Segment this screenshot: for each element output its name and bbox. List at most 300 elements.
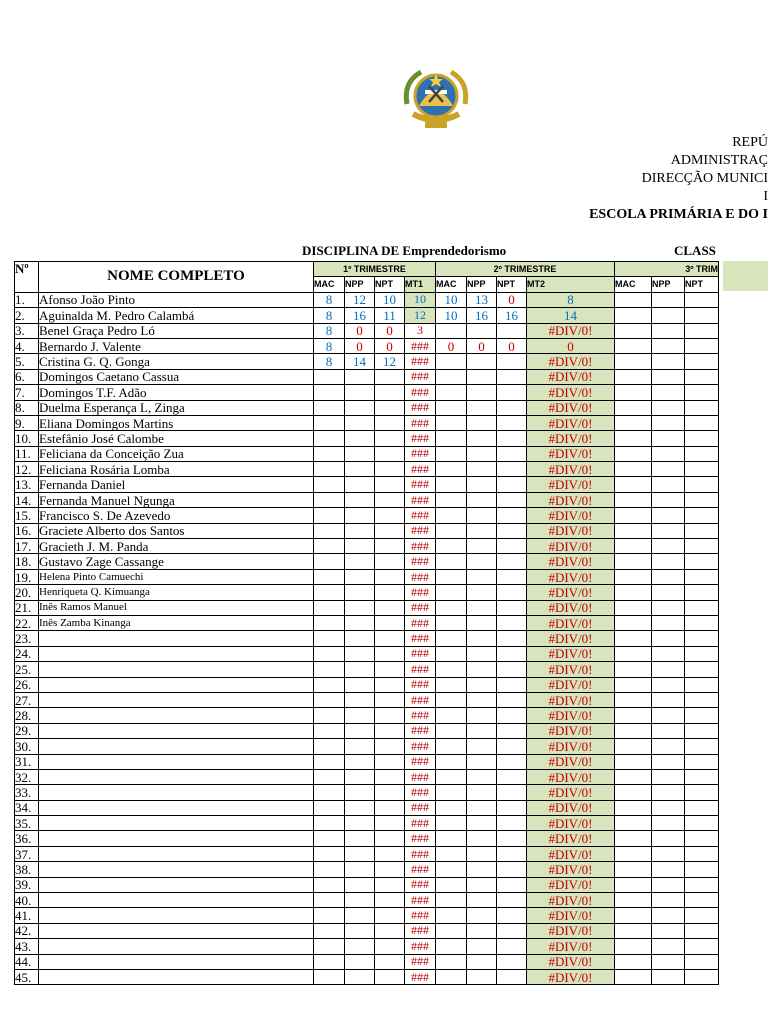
grade-npt2 (497, 923, 527, 938)
grade-npp1: 14 (345, 354, 375, 369)
grade-npt3 (685, 354, 719, 369)
grade-mt1: ### (405, 508, 436, 523)
grade-mac1 (314, 539, 345, 554)
grade-mac1 (314, 816, 345, 831)
row-number: 27. (15, 692, 39, 707)
grade-mac3 (615, 692, 652, 707)
grade-npt2 (497, 477, 527, 492)
grade-npt1: 12 (375, 354, 405, 369)
grade-mac1 (314, 385, 345, 400)
student-name (39, 646, 314, 661)
grade-npt3 (685, 692, 719, 707)
grade-mt1: ### (405, 431, 436, 446)
grade-mac1 (314, 462, 345, 477)
grade-mac1 (314, 923, 345, 938)
grade-npt2 (497, 431, 527, 446)
grade-npt3 (685, 523, 719, 538)
grade-mac2 (436, 831, 467, 846)
grade-npt1 (375, 893, 405, 908)
grade-mac3 (615, 708, 652, 723)
grade-mac1 (314, 954, 345, 969)
row-number: 22. (15, 615, 39, 630)
grade-mac1 (314, 692, 345, 707)
grade-mac1 (314, 754, 345, 769)
grade-mt2: #DIV/0! (527, 677, 615, 692)
student-name (39, 754, 314, 769)
grade-npp3 (652, 754, 685, 769)
grade-npp2 (467, 893, 497, 908)
row-number: 33. (15, 785, 39, 800)
grade-npt2 (497, 739, 527, 754)
table-row (15, 539, 719, 554)
grade-mac1 (314, 369, 345, 384)
grade-mac3 (615, 939, 652, 954)
grade-mt1: ### (405, 862, 436, 877)
row-number: 14. (15, 492, 39, 507)
grade-mt1: ### (405, 785, 436, 800)
grade-mac2 (436, 662, 467, 677)
grade-mac1 (314, 708, 345, 723)
grade-npt3 (685, 893, 719, 908)
grade-npp3 (652, 908, 685, 923)
table-row (15, 462, 719, 477)
col-npp1: NPP (345, 277, 375, 292)
table-row (15, 569, 719, 584)
student-name (39, 769, 314, 784)
grade-npp2 (467, 862, 497, 877)
grade-mt1: ### (405, 769, 436, 784)
grade-mt2: #DIV/0! (527, 385, 615, 400)
grade-npp1 (345, 569, 375, 584)
grade-npp1 (345, 800, 375, 815)
grade-npt3 (685, 739, 719, 754)
grade-mac3 (615, 554, 652, 569)
grade-npp1 (345, 431, 375, 446)
grade-npt1 (375, 908, 405, 923)
grade-npp2 (467, 908, 497, 923)
grade-npp3 (652, 415, 685, 430)
grade-mac1 (314, 600, 345, 615)
grade-npt1 (375, 400, 405, 415)
grade-npt3 (685, 539, 719, 554)
grade-mac3 (615, 462, 652, 477)
grade-npt1 (375, 569, 405, 584)
grade-mac1 (314, 800, 345, 815)
grade-npp1 (345, 446, 375, 461)
student-name (39, 708, 314, 723)
grade-npp3 (652, 954, 685, 969)
grade-mac2 (436, 754, 467, 769)
grade-npt2 (497, 677, 527, 692)
grade-npt2 (497, 600, 527, 615)
grade-npp3 (652, 646, 685, 661)
grade-mt2: #DIV/0! (527, 939, 615, 954)
grade-mac2 (436, 431, 467, 446)
grade-npp3 (652, 969, 685, 984)
grade-mt2: #DIV/0! (527, 692, 615, 707)
grade-mac2 (436, 523, 467, 538)
grade-npp3 (652, 615, 685, 630)
grade-mt2: 8 (527, 292, 615, 307)
row-number: 43. (15, 939, 39, 954)
row-number: 23. (15, 631, 39, 646)
student-name: Bernardo J. Valente (39, 338, 314, 353)
grade-mac2 (436, 939, 467, 954)
grade-npt1: 0 (375, 338, 405, 353)
grade-npt3 (685, 308, 719, 323)
grade-npt1 (375, 446, 405, 461)
grade-mac1 (314, 477, 345, 492)
row-number: 1. (15, 292, 39, 307)
grade-npp1 (345, 415, 375, 430)
grade-npp2 (467, 769, 497, 784)
table-row (15, 385, 719, 400)
row-number: 41. (15, 908, 39, 923)
grade-npt3 (685, 385, 719, 400)
grade-npt1 (375, 539, 405, 554)
grade-npt2 (497, 893, 527, 908)
grade-mac2 (436, 769, 467, 784)
grade-mac1 (314, 446, 345, 461)
student-name: Gracieth J. M. Panda (39, 539, 314, 554)
grade-npt1 (375, 615, 405, 630)
grade-mac1 (314, 846, 345, 861)
grade-mt1: ### (405, 662, 436, 677)
grade-mac3 (615, 600, 652, 615)
grade-npp2 (467, 677, 497, 692)
grade-mac3 (615, 908, 652, 923)
grade-npt2: 16 (497, 308, 527, 323)
grade-mt2: #DIV/0! (527, 800, 615, 815)
grade-mac1 (314, 415, 345, 430)
grade-mac3 (615, 739, 652, 754)
row-number: 15. (15, 508, 39, 523)
grade-npp2 (467, 369, 497, 384)
grade-npt1 (375, 708, 405, 723)
grade-npp3 (652, 292, 685, 307)
grade-npt3 (685, 615, 719, 630)
row-number: 4. (15, 338, 39, 353)
grade-npp2 (467, 569, 497, 584)
table-row (15, 631, 719, 646)
student-name: Francisco S. De Azevedo (39, 508, 314, 523)
grade-mac2 (436, 954, 467, 969)
grade-npp3 (652, 600, 685, 615)
grade-npp1 (345, 369, 375, 384)
grade-npt3 (685, 677, 719, 692)
grade-npt1: 10 (375, 292, 405, 307)
grade-mac3 (615, 508, 652, 523)
grade-npp1 (345, 939, 375, 954)
grade-npt2 (497, 723, 527, 738)
grade-npp2 (467, 739, 497, 754)
grade-mac1: 8 (314, 338, 345, 353)
grade-mac3 (615, 877, 652, 892)
table-row (15, 785, 719, 800)
grade-mac3 (615, 800, 652, 815)
grade-npt3 (685, 400, 719, 415)
grade-npt1 (375, 754, 405, 769)
table-row (15, 816, 719, 831)
grade-mt1: ### (405, 677, 436, 692)
grade-npp1 (345, 508, 375, 523)
table-row (15, 338, 719, 353)
grade-mt2: #DIV/0! (527, 523, 615, 538)
grade-npt2 (497, 585, 527, 600)
grade-npp2 (467, 446, 497, 461)
grade-npp3 (652, 539, 685, 554)
grade-npp1: 0 (345, 338, 375, 353)
table-row (15, 723, 719, 738)
grade-npp2 (467, 923, 497, 938)
grade-npt2 (497, 846, 527, 861)
grade-mac3 (615, 785, 652, 800)
grade-npp2 (467, 708, 497, 723)
grade-mt2: #DIV/0! (527, 785, 615, 800)
grade-npt3 (685, 431, 719, 446)
table-row (15, 477, 719, 492)
grade-mac3 (615, 862, 652, 877)
grade-npp3 (652, 446, 685, 461)
grade-mt2: #DIV/0! (527, 969, 615, 984)
grade-mac2: 0 (436, 338, 467, 353)
grade-npp3 (652, 508, 685, 523)
grade-npp1 (345, 600, 375, 615)
grade-mac3 (615, 816, 652, 831)
grade-npp3 (652, 631, 685, 646)
table-row (15, 554, 719, 569)
grade-mac1 (314, 831, 345, 846)
grade-npp2 (467, 723, 497, 738)
grade-mac3 (615, 769, 652, 784)
grade-npt1 (375, 692, 405, 707)
grade-npp1 (345, 862, 375, 877)
grade-mac2 (436, 369, 467, 384)
grade-mac3 (615, 400, 652, 415)
grade-mac1 (314, 739, 345, 754)
grade-npt2 (497, 969, 527, 984)
grade-npp1: 0 (345, 323, 375, 338)
grade-npp3 (652, 816, 685, 831)
grade-mac1 (314, 939, 345, 954)
grade-npp2 (467, 600, 497, 615)
grade-npp1 (345, 893, 375, 908)
grade-mt2: #DIV/0! (527, 877, 615, 892)
grade-mac2 (436, 539, 467, 554)
student-name: Estefânio José Calombe (39, 431, 314, 446)
grade-npt1 (375, 769, 405, 784)
col-mac1: MAC (314, 277, 345, 292)
grade-mac1 (314, 615, 345, 630)
grade-mt2: #DIV/0! (527, 646, 615, 661)
trimester-1-header: 1º TRIMESTRE (314, 262, 436, 277)
grade-mt2: #DIV/0! (527, 539, 615, 554)
student-name (39, 692, 314, 707)
grade-npt3 (685, 462, 719, 477)
col-npp2: NPP (467, 277, 497, 292)
grade-npt2 (497, 908, 527, 923)
grade-npt1 (375, 554, 405, 569)
grade-mac1 (314, 769, 345, 784)
row-number: 20. (15, 585, 39, 600)
grade-mac2 (436, 877, 467, 892)
row-number: 12. (15, 462, 39, 477)
grade-mac3 (615, 923, 652, 938)
table-row (15, 400, 719, 415)
row-number: 29. (15, 723, 39, 738)
row-number: 9. (15, 415, 39, 430)
grade-mac2 (436, 585, 467, 600)
student-name: Inês Zamba Kinanga (39, 615, 314, 630)
grade-npp3 (652, 354, 685, 369)
grade-mac1 (314, 646, 345, 661)
row-number: 39. (15, 877, 39, 892)
grade-mac1 (314, 508, 345, 523)
grade-npt2 (497, 800, 527, 815)
grade-mt2: #DIV/0! (527, 508, 615, 523)
grade-npp3 (652, 708, 685, 723)
grade-mt2: #DIV/0! (527, 615, 615, 630)
grade-mt2: #DIV/0! (527, 323, 615, 338)
grade-npt1 (375, 523, 405, 538)
grade-npt2 (497, 615, 527, 630)
grade-npt1 (375, 492, 405, 507)
grade-npt1: 0 (375, 323, 405, 338)
grade-mt1: ### (405, 523, 436, 538)
student-name: Domingos Caetano Cassua (39, 369, 314, 384)
grade-mac2 (436, 492, 467, 507)
grade-npp3 (652, 385, 685, 400)
grade-npt2 (497, 508, 527, 523)
grade-npt1 (375, 369, 405, 384)
grade-npp1 (345, 492, 375, 507)
header-fill-cell (723, 261, 768, 291)
grade-npt2 (497, 708, 527, 723)
grade-npp3 (652, 939, 685, 954)
table-row (15, 446, 719, 461)
grade-npt1 (375, 800, 405, 815)
grade-npt1 (375, 585, 405, 600)
grade-npp2 (467, 477, 497, 492)
grade-npp1 (345, 554, 375, 569)
grade-mt2: #DIV/0! (527, 831, 615, 846)
grade-mt1: ### (405, 446, 436, 461)
grade-npt3 (685, 323, 719, 338)
grade-npp2 (467, 431, 497, 446)
grade-npt1 (375, 954, 405, 969)
grade-mac1 (314, 492, 345, 507)
grade-npt3 (685, 446, 719, 461)
grade-mac3 (615, 292, 652, 307)
grade-npt3 (685, 492, 719, 507)
grade-mac1: 8 (314, 323, 345, 338)
grade-mt2: #DIV/0! (527, 723, 615, 738)
grade-npp2 (467, 831, 497, 846)
grade-npt1 (375, 831, 405, 846)
grade-mt1: ### (405, 385, 436, 400)
grade-npt1 (375, 508, 405, 523)
student-name (39, 800, 314, 815)
student-name (39, 846, 314, 861)
angola-emblem-icon (399, 64, 473, 134)
table-row (15, 508, 719, 523)
grade-npp3 (652, 492, 685, 507)
grade-mt2: #DIV/0! (527, 662, 615, 677)
grade-mac2 (436, 816, 467, 831)
discipline-title: DISCIPLINA DE Emprendedorismo (302, 243, 507, 258)
grade-npt3 (685, 723, 719, 738)
grade-npp1 (345, 877, 375, 892)
grade-npt3 (685, 846, 719, 861)
grade-npp2: 13 (467, 292, 497, 307)
grade-mac3 (615, 385, 652, 400)
col-mt1: MT1 (405, 277, 436, 292)
grade-npt3 (685, 415, 719, 430)
grade-npt3 (685, 754, 719, 769)
grade-mac3 (615, 415, 652, 430)
student-name (39, 877, 314, 892)
grade-npt2 (497, 385, 527, 400)
grade-npt3 (685, 662, 719, 677)
grade-mt1: ### (405, 723, 436, 738)
grade-npp2 (467, 846, 497, 861)
grade-mac3 (615, 954, 652, 969)
student-name (39, 893, 314, 908)
grade-mac1 (314, 723, 345, 738)
grade-npp2: 0 (467, 338, 497, 353)
grade-mac3 (615, 831, 652, 846)
row-number: 44. (15, 954, 39, 969)
grade-mac2 (436, 785, 467, 800)
row-number: 28. (15, 708, 39, 723)
student-name: Feliciana da Conceição Zua (39, 446, 314, 461)
student-name (39, 939, 314, 954)
grade-npp1 (345, 462, 375, 477)
row-number: 30. (15, 739, 39, 754)
student-name (39, 739, 314, 754)
grade-npt1 (375, 415, 405, 430)
grade-mac3 (615, 723, 652, 738)
grade-mt1: ### (405, 816, 436, 831)
row-number: 34. (15, 800, 39, 815)
student-name (39, 723, 314, 738)
trimester-3-header: 3º TRIM (615, 262, 719, 277)
grade-mt2: #DIV/0! (527, 708, 615, 723)
student-name (39, 662, 314, 677)
grade-mac2 (436, 800, 467, 815)
grade-npt2 (497, 369, 527, 384)
grade-npt3 (685, 708, 719, 723)
table-row (15, 939, 719, 954)
grade-npp3 (652, 323, 685, 338)
student-name (39, 954, 314, 969)
grade-npt3 (685, 477, 719, 492)
grade-npp3 (652, 477, 685, 492)
grade-npp3 (652, 769, 685, 784)
grade-npp2 (467, 554, 497, 569)
row-number: 11. (15, 446, 39, 461)
student-name: Eliana Domingos Martins (39, 415, 314, 430)
grade-npp3 (652, 431, 685, 446)
grade-npt1 (375, 969, 405, 984)
grade-mac1 (314, 431, 345, 446)
grade-npp2 (467, 508, 497, 523)
grade-npp3 (652, 554, 685, 569)
grade-mt1: ### (405, 554, 436, 569)
grade-mac2 (436, 615, 467, 630)
grade-npt2 (497, 539, 527, 554)
table-row (15, 923, 719, 938)
